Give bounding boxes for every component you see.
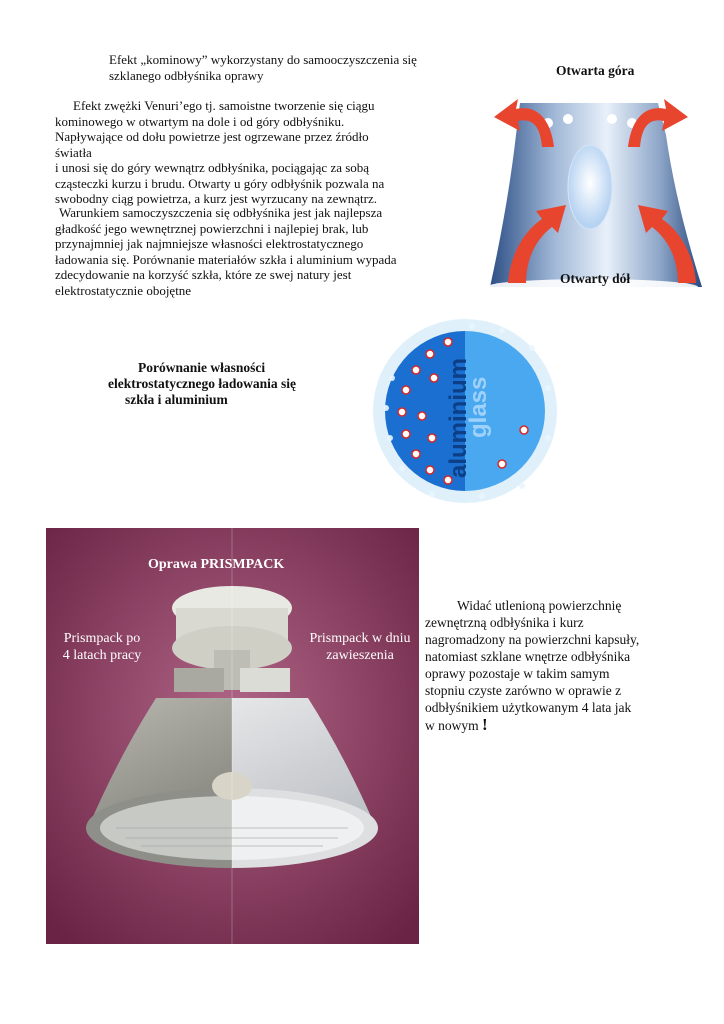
note-line: zewnętrzną odbłyśnika i kurz [425,615,584,630]
note-line: w nowym [425,718,479,733]
intro-line: szklanego odbłyśnika oprawy [109,67,264,83]
paragraph-line: Napływające od dołu powietrze jest ogrzewane przez źródło światła [55,129,369,160]
paragraph-line: i unosi się do góry wewnątrz odbłyśnika, pociągając za sobą [55,160,370,175]
paragraph-line: Efekt zwężki Venuri’ego tj. samoistne tworzenie się ciągu [73,98,375,113]
paragraph-line: przynajmniej jak najmniejsze własności elektrostatycznego [55,236,364,251]
top-open-label: Otwarta góra [556,63,635,78]
note-line: nagromadzony na powierzchni kapsuły, [425,632,640,647]
exclamation-mark: ! [482,715,488,734]
observation-note [425,597,665,734]
paragraph-line: gładkość jego wewnętrznej powierzchni i najlepiej brak, lub [55,220,369,236]
note-line: odbłyśnikiem użytkowanym 4 lata jak [425,700,632,715]
caption-line: Prismpack w dniu [309,631,411,646]
paragraph-line: elektrostatycznie obojętne [55,282,192,298]
selfclean-paragraph [55,205,400,298]
lamp-bulb [568,145,612,229]
note-line: stopniu czyste zarówno w oprawie z [425,683,622,698]
caption-line: zawieszenia [326,648,394,663]
paragraph-line: swobodny ciąg powietrza, a kurz jest wyrzucany na zewnątrz. [55,191,377,206]
intro-text [109,52,439,83]
reflector-airflow-diagram [480,55,724,305]
heading-line: Porównanie własności [138,360,266,375]
paragraph-line: zdecydowanie na korzyść szkła, które ze swej natury jest [55,267,352,282]
aluminium-label: aluminium [445,357,472,478]
reflector-airflow-figure [480,55,724,305]
caption-line: Prismpack po [63,631,141,646]
comparison-heading [108,360,338,408]
paragraph-line: cząsteczki kurzu i brudu. Otwarty u góry odbłyśnik pozwala na [55,175,385,191]
aluminium-glass-disc [372,318,558,504]
paragraph-line: kominowego w otwartym na dole i od góry odbłyśniku. [55,113,345,129]
note-line-last [425,716,665,734]
note-line: oprawy pozostaje w takim samym [425,666,610,681]
heading-line: szkła i aluminium [125,392,228,407]
prismpack-photo [46,528,419,944]
paragraph-line: ładowania się. Porównanie materiałów szkła i aluminium wypada [55,251,397,267]
intro-line: Efekt „kominowy” wykorzystany do samooczyszczenia się [109,52,417,67]
prismpack-luminaire-image [46,528,419,944]
electrostatic-comparison-figure [372,318,558,504]
bottom-open-label: Otwarty dół [560,271,631,286]
caption-line: 4 latach pracy [62,648,142,663]
left-caption [56,630,148,664]
note-line: Widać utlenioną powierzchnię [457,598,622,613]
heading-line: elektrostatycznego ładowania się [108,376,296,391]
glass-label: glass [465,376,492,438]
right-caption [304,630,416,664]
photo-title: Oprawa PRISMPACK [148,557,285,572]
paragraph-line: Warunkiem samoczyszczenia się odbłyśnika jest jak najlepsza [59,205,383,220]
venturi-paragraph [55,98,400,207]
note-line: natomiast szklane wnętrze odbłyśnika [425,649,631,664]
